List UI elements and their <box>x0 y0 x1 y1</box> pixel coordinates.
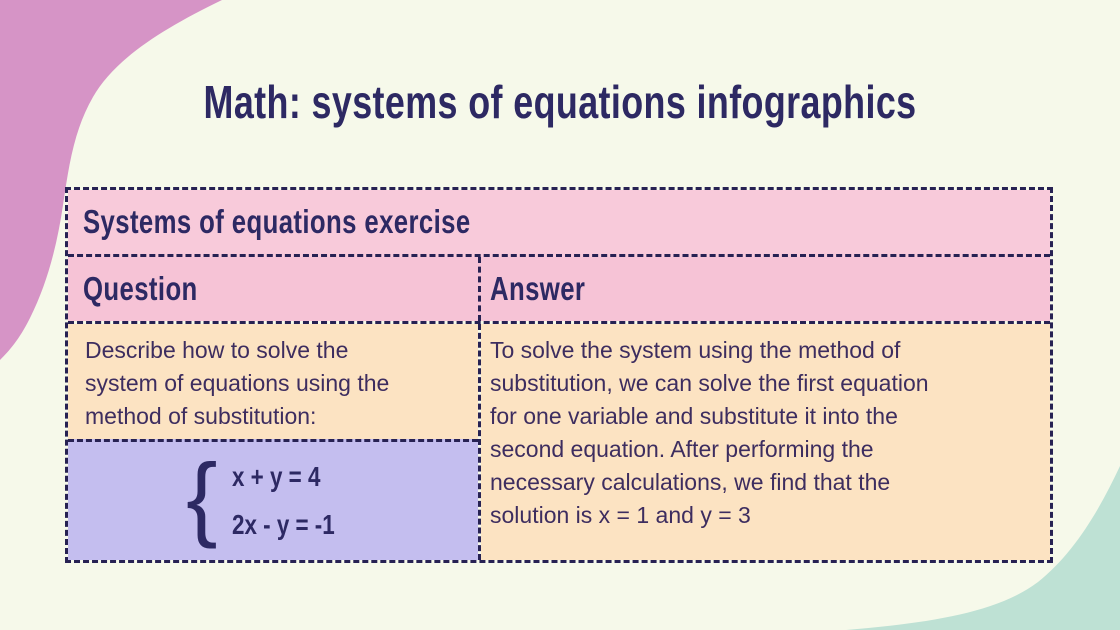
question-column-header-label: Question <box>83 270 198 307</box>
table-content-row <box>68 324 1050 560</box>
answer-column-header <box>481 257 1050 321</box>
question-text-line: method of substitution: <box>85 403 317 429</box>
answer-column-header-label: Answer <box>490 270 586 307</box>
answer-text-line: second equation. After performing the <box>490 436 874 462</box>
question-text-line: system of equations using the <box>85 370 390 396</box>
table-title: Systems of equations exercise <box>83 203 471 240</box>
equation-2 <box>232 501 360 549</box>
system-brace: { <box>186 444 218 549</box>
table-title-row <box>68 190 1050 257</box>
page-title <box>0 78 1120 126</box>
answer-text-line: solution is x = 1 and y = 3 <box>490 502 751 528</box>
answer-text-line: To solve the system using the method of <box>490 337 901 363</box>
question-text-line: Describe how to solve the <box>85 337 349 363</box>
answer-cell <box>481 324 1050 560</box>
equation-2-text: 2x - y = -1 <box>231 509 335 540</box>
question-column-header <box>68 257 481 321</box>
exercise-table <box>65 187 1053 563</box>
table-header-row <box>68 257 1050 324</box>
question-cell <box>68 324 481 560</box>
equation-list <box>232 453 360 549</box>
page-title-text: Math: systems of equations infographics <box>203 76 917 128</box>
answer-text-line: substitution, we can solve the first equation <box>490 370 929 396</box>
answer-text-line: necessary calculations, we find that the <box>490 469 891 495</box>
equation-1 <box>232 453 360 501</box>
question-text <box>68 324 478 439</box>
equation-1-text: x + y = 4 <box>231 461 320 492</box>
equation-system-box <box>68 439 478 560</box>
answer-text-line: for one variable and substitute it into the <box>490 403 898 429</box>
